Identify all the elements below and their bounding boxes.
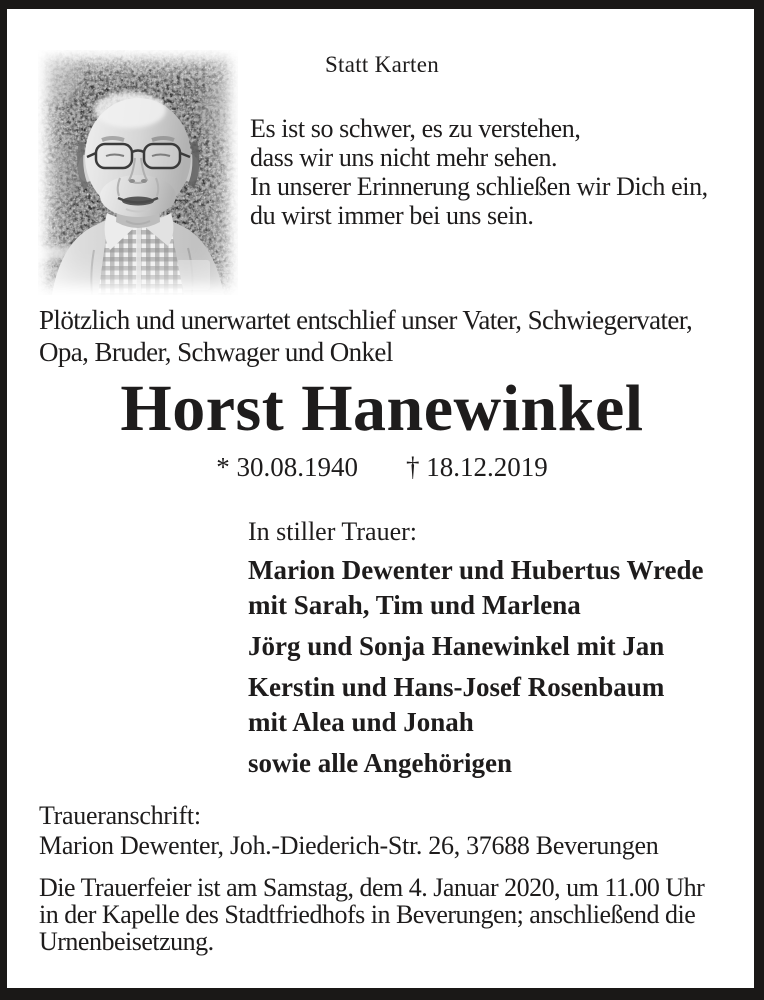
mourners-list	[248, 553, 704, 787]
address-label: Traueranschrift:	[39, 801, 201, 830]
announcement-line: Opa, Bruder, Schwager und Onkel	[39, 337, 393, 367]
life-dates	[0, 452, 764, 483]
frame-border-right	[754, 0, 764, 1000]
funeral-info	[39, 874, 704, 955]
funeral-line: in der Kapelle des Stadtfriedhofs in Beverungen; anschließend die	[39, 900, 696, 929]
mourner-line: mit Sarah, Tim und Marlena	[248, 590, 581, 620]
poem-line: du wirst immer bei uns sein.	[250, 201, 534, 230]
deceased-name: Horst Hanewinkel	[120, 372, 644, 445]
poem-line: dass wir uns nicht mehr sehen.	[250, 143, 558, 172]
frame-border-top	[0, 0, 764, 9]
birth-date: * 30.08.1940	[216, 452, 358, 482]
mourner-group	[248, 670, 704, 740]
mourner-line: Marion Dewenter und Hubertus Wrede	[248, 555, 704, 585]
mourner-group	[248, 746, 704, 781]
announcement-line: Plötzlich und unerwartet entschlief unser Vater, Schwiegervater,	[39, 305, 693, 335]
portrait-illustration	[38, 50, 238, 295]
announcement-text	[39, 304, 692, 368]
funeral-line: Die Trauerfeier ist am Samstag, dem 4. Januar 2020, um 11.00 Uhr	[39, 873, 705, 902]
mourner-line: sowie alle Angehörigen	[248, 748, 512, 778]
frame-border-left	[0, 0, 7, 1000]
death-date: † 18.12.2019	[406, 452, 548, 482]
mourner-group	[248, 553, 704, 623]
funeral-line: Urnenbeisetzung.	[39, 927, 214, 956]
mourner-group	[248, 629, 704, 664]
address-line: Marion Dewenter, Joh.-Diederich-Str. 26, 37688 Beverungen	[39, 831, 659, 860]
statt-karten-note: Statt Karten	[324, 52, 440, 77]
portrait-photo	[38, 50, 238, 295]
mourner-line: mit Alea und Jonah	[248, 707, 474, 737]
frame-border-bottom	[0, 988, 764, 1000]
mourning-address	[39, 801, 658, 861]
memorial-poem	[250, 114, 708, 230]
poem-line: In unserer Erinnerung schließen wir Dich ein,	[250, 172, 708, 201]
mourner-line: Kerstin und Hans-Josef Rosenbaum	[248, 672, 665, 702]
poem-line: Es ist so schwer, es zu verstehen,	[250, 114, 581, 143]
mourner-line: Jörg und Sonja Hanewinkel mit Jan	[248, 631, 665, 661]
mourning-label: In stiller Trauer:	[248, 517, 417, 546]
